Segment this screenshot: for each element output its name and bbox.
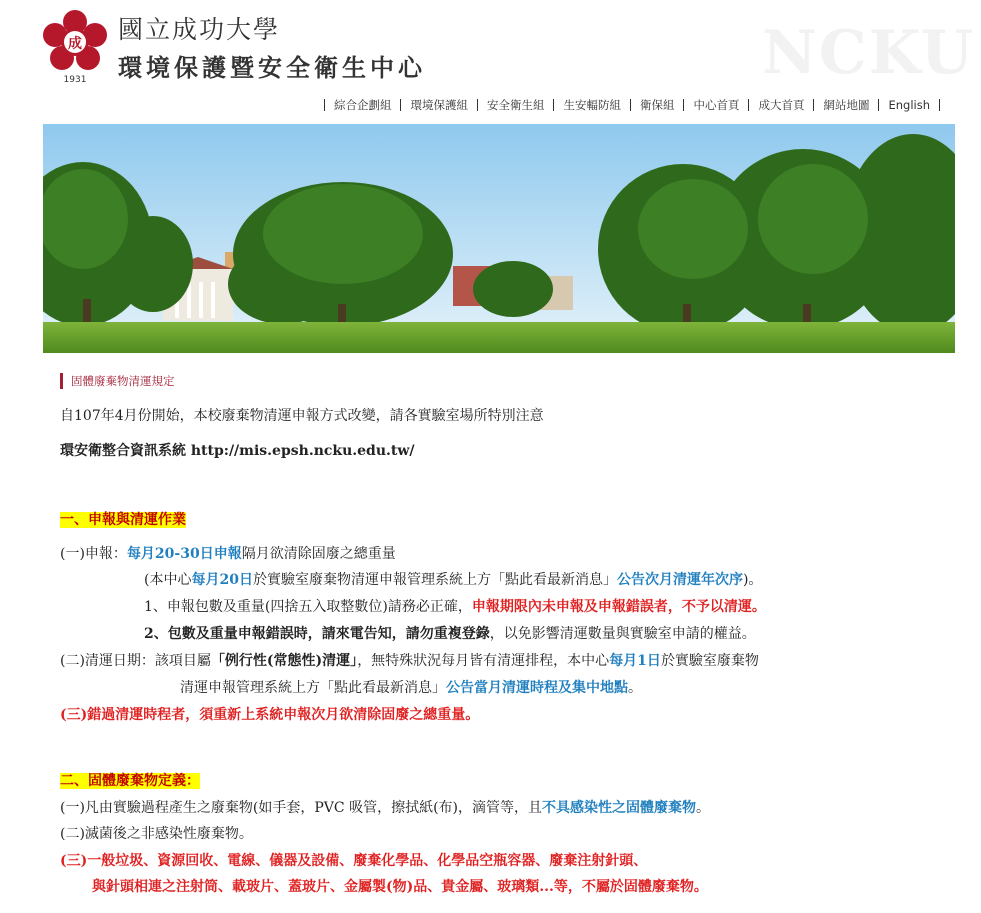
nav-center-home[interactable]: 中心首頁 xyxy=(693,98,740,112)
intro-notice: 自107年4月份開始，本校廢棄物清運申報方式改變，請各實驗室場所特別注意 xyxy=(60,408,544,424)
reporting-item-1: (一)申報：每月20-30日申報隔月欲清除固廢之總重量 xyxy=(60,546,396,562)
center-name: 環境保護暨安全衛生中心 xyxy=(118,53,426,82)
nav-planning[interactable]: 綜合企劃組 xyxy=(333,98,392,112)
nav-divider xyxy=(813,99,814,111)
emblem-char: 成 xyxy=(68,36,82,52)
nav-divider xyxy=(939,99,940,111)
nav-english[interactable]: English xyxy=(888,98,930,112)
section-heading-reporting: 一、申報與清運作業 xyxy=(60,512,186,528)
nav-environment[interactable]: 環境保護組 xyxy=(410,98,468,112)
nav-ncku-home[interactable]: 成大首頁 xyxy=(758,98,805,112)
nav-divider xyxy=(630,99,631,111)
nav-divider xyxy=(324,99,325,111)
nav-divider xyxy=(683,99,684,111)
top-navigation xyxy=(315,97,949,113)
definition-item-2: (二)滅菌後之非感染性廢棄物。 xyxy=(60,826,253,842)
ncku-logo-emblem[interactable] xyxy=(42,8,108,84)
campus-banner-image xyxy=(43,124,955,353)
emblem-year: 1931 xyxy=(63,75,87,84)
nav-health-care[interactable]: 衛保組 xyxy=(639,98,675,112)
nav-divider xyxy=(400,99,401,111)
definition-item-3: (三)一般垃圾、資源回收、電線、儀器及設備、廢棄化學品、化學品空瓶容器、廢棄注射針頭、 xyxy=(60,853,648,869)
reporting-note: (本中心每月20日於實驗室廢棄物清運申報管理系統上方「點此看最新消息」公告次月清運年次序)。 xyxy=(144,572,763,588)
school-name: 國立成功大學 xyxy=(118,15,281,44)
missed-schedule-item: (三)錯過清運時程者，須重新上系統申報次月欲清除固廢之總重量。 xyxy=(60,707,480,723)
reporting-rule-2: 2、包數及重量申報錯誤時，請來電告知，請勿重複登錄，以免影響清運數量與實驗室申請的權益。 xyxy=(144,626,756,642)
definition-item-1: (一)凡由實驗過程產生之廢棄物(如手套，PVC 吸管，擦拭紙(布)，滴管等，且不具感染性之固體廢棄物。 xyxy=(60,800,711,816)
definition-item-3-cont: 與針頭相連之注射筒、載玻片、蓋玻片、金屬製(物)品、貴金屬、玻璃類...等，不屬於固體廢棄物。 xyxy=(92,879,708,895)
system-link-line[interactable]: 環安衛整合資訊系統 http://mis.epsh.ncku.edu.tw/ xyxy=(60,443,415,459)
nav-divider xyxy=(553,99,554,111)
collection-date-item: (二)清運日期：該項目屬「例行性(常態性)清運」，無特殊狀況每月皆有清運排程，本中心每月1日於實驗室廢棄物 xyxy=(60,653,759,669)
nav-divider xyxy=(477,99,478,111)
nav-divider xyxy=(878,99,879,111)
nav-safety-health[interactable]: 安全衛生組 xyxy=(486,98,545,112)
reporting-rule-1: 1、申報包數及重量(四捨五入取整數位)請務必正確，申報期限內未申報及申報錯誤者，不予以清運。 xyxy=(144,599,766,615)
ncku-watermark: NCKU xyxy=(762,18,975,88)
nav-sitemap[interactable]: 網站地圖 xyxy=(823,98,870,112)
collection-date-detail: 清運申報管理系統上方「點此看最新消息」公告當月清運時程及集中地點。 xyxy=(180,680,642,696)
nav-biosafety-radiation[interactable]: 生安輻防組 xyxy=(563,98,621,112)
section-heading-definition: 二、固體廢棄物定義： xyxy=(60,773,200,789)
page-title: 固體廢棄物清運規定 xyxy=(60,373,175,389)
nav-divider xyxy=(748,99,749,111)
